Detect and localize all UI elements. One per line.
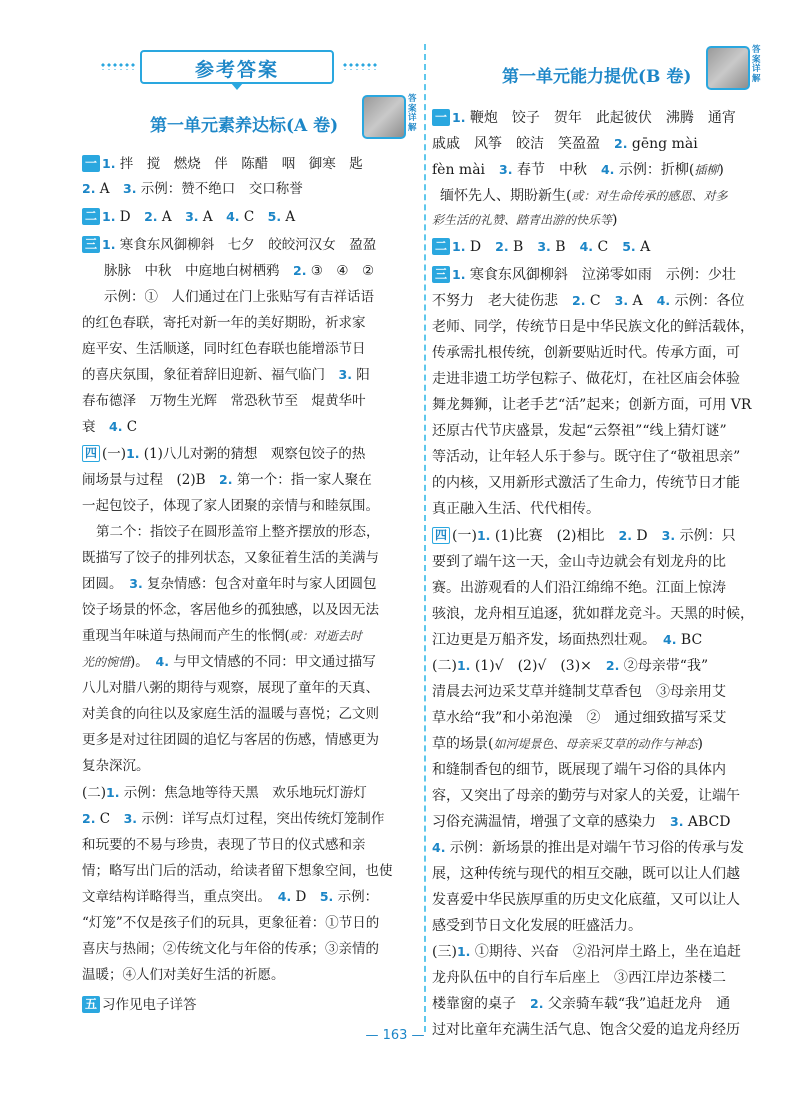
q-num: 3. (670, 814, 684, 829)
q-num: 5. (267, 209, 282, 224)
q-num: 1. (456, 658, 471, 673)
left-s5-line (82, 993, 197, 1017)
q-num: 1. (452, 239, 466, 254)
answer-text: 的喜庆氛围，象征着辞旧迎新、福气临门 (82, 367, 339, 383)
answer-text: (1)√ (2)√ (3)× (470, 658, 606, 674)
right-s3-line: 老师、同学，传统节日是中华民族文化的鲜活载体， (432, 319, 754, 335)
answer-note: 光的惋惜 (82, 655, 131, 669)
right-s4-line (432, 810, 731, 834)
right-s3-line (432, 263, 736, 287)
q-num: 3. (123, 811, 138, 826)
answer-text: ABCD (683, 814, 731, 830)
answer-text: (1)比赛 (2)相比 (490, 528, 619, 544)
q-num: 4. (432, 840, 446, 855)
right-s4-line (432, 836, 744, 860)
answer-text: 示例：只 (675, 528, 736, 544)
right-s2-line (432, 235, 650, 259)
section-badge-3: 三 (82, 236, 100, 253)
answer-text: (一) (102, 446, 127, 462)
q-num: 1. (456, 944, 471, 959)
answer-text: (一) (452, 528, 477, 544)
right-s4-line: 骇浪，龙舟相互追逐，犹如群龙竞斗。天黑的时候， (432, 606, 754, 622)
q-num: 5. (622, 239, 636, 254)
banner-dots-right (342, 62, 378, 70)
q-num: 4. (277, 889, 292, 904)
answer-text: B (508, 239, 538, 255)
right-s4-line (432, 940, 741, 964)
answer-text: 示例：赞不绝口 交口称誉 (136, 181, 303, 197)
q-num: 4. (656, 293, 671, 308)
left-s4-line: 饺子场景的怀念，客居他乡的孤独感，以及因无法 (82, 602, 379, 618)
q-num: 2. (605, 658, 620, 673)
answer-text: D (291, 889, 320, 905)
left-s4-line (82, 650, 376, 674)
answer-text: 示例：新场景的推出是对端午节习俗的传承与发 (445, 840, 744, 856)
answer-text: 草的场景( (432, 736, 494, 752)
answer-text: B (550, 239, 580, 255)
right-s3-line: 走进非遗工坊学包粽子、做花灯，在社区庙会体验 (432, 371, 740, 387)
answer-text: ③ ④ ② (306, 263, 375, 279)
answer-text: 习俗充满温情，增强了文章的感染力 (432, 814, 670, 830)
q-num: 3. (123, 181, 137, 196)
q-num: 1. (476, 528, 491, 543)
banner-title: 参考答案 (194, 59, 279, 81)
q-num: 2. (618, 528, 632, 543)
right-qr-code[interactable] (706, 46, 750, 90)
answer-text: C (122, 419, 138, 435)
right-s1-line (432, 132, 698, 156)
right-s4-line: 要到了端午这一天，金山寺边就会有划龙舟的比 (432, 554, 726, 570)
answer-text: 父亲骑车载“我”追赶龙舟 通 (543, 996, 731, 1012)
answer-text: 楼靠窗的桌子 (432, 996, 530, 1012)
answer-text: 戚戚 风筝 皎洁 笑盈盈 (432, 136, 614, 152)
q-num: 2. (219, 472, 233, 487)
answer-note: 或：对生命传承的感恩、对多 (571, 189, 728, 203)
answer-text: 第一个：指一家人聚在 (232, 472, 372, 488)
section-badge-2: 二 (82, 208, 100, 225)
left-s1-line (82, 152, 363, 176)
q-num: 2. (82, 811, 96, 826)
page-number: — 163 — (365, 1028, 425, 1043)
answer-text: D (465, 239, 496, 255)
answer-text: ) (612, 212, 618, 228)
q-num: 3. (338, 367, 352, 382)
left-s3-line (82, 233, 376, 257)
answer-banner (140, 50, 334, 84)
answer-text: 示例：各位 (670, 293, 745, 309)
section-badge-4: 四 (82, 445, 100, 462)
right-s3-line: 的内核，又用新形式激活了生命力，传统节日才能 (432, 475, 740, 491)
right-s4-line: 感受到节日文化发展的旺盛活力。 (432, 918, 642, 934)
answer-text: ) (697, 736, 703, 752)
left-s4-line: 第二个：指饺子在圆形盖帘上整齐摆放的形态， (96, 524, 380, 540)
answer-text: A (198, 209, 227, 225)
q-num: 1. (106, 785, 120, 800)
q-num: 3. (661, 528, 676, 543)
left-s4-line: 温暖；④人们对美好生活的祈愿。 (82, 967, 285, 983)
answer-text: 江边更是万船齐发，场面热烈壮观。 (432, 632, 663, 648)
answer-text: 寒食东风御柳斜 泣涕零如雨 示例：少壮 (465, 267, 736, 283)
right-section-title: 第一单元能力提优(B 卷) (502, 67, 692, 87)
left-s4-line: 情；略写出门后的活动，给读者留下想象空间，也使 (82, 863, 393, 879)
left-s1-line (82, 177, 303, 201)
answer-note: 插柳 (694, 163, 719, 177)
left-s3-line: 示例：① 人们通过在门上张贴写有吉祥话语 (104, 289, 374, 305)
q-num: 1. (102, 237, 116, 252)
q-num: 3. (185, 209, 199, 224)
answer-text: 习作见电子详答 (102, 997, 197, 1013)
q-num: 1. (126, 446, 140, 461)
answer-text: A (157, 209, 186, 225)
q-num: 4. (226, 209, 240, 224)
left-s3-line: 的红色春联，寄托对新一年的美好期盼，祈求家 (82, 315, 366, 331)
left-s2-line (82, 205, 295, 229)
answer-text: 闹场景与过程 (2)B (82, 472, 220, 488)
q-num: 5. (319, 889, 334, 904)
q-num: 3. (129, 576, 143, 591)
left-s4-line: 一起包饺子，体现了家人团聚的亲情与和睦氛围。 (82, 498, 379, 514)
answer-text: 文章结构详略得当，重点突出。 (82, 889, 278, 905)
left-s4-line: 更多是对过往团圆的追忆与客居的伤感，情感更为 (82, 732, 379, 748)
answer-text: 鞭炮 饺子 贺年 此起彼伏 沸腾 通宵 (465, 110, 736, 126)
left-s3-line: 春布德泽 万物生光辉 常恐秋节至 焜黄华叶 (82, 393, 366, 409)
q-num: 2. (82, 181, 96, 196)
q-num: 1. (102, 156, 116, 171)
left-s4-line: 复杂深沉。 (82, 758, 150, 774)
q-num: 1. (102, 209, 116, 224)
q-num: 4. (579, 239, 594, 254)
left-s4-line (82, 624, 362, 648)
section-badge-4: 四 (432, 527, 450, 544)
banner-dots-left (100, 62, 136, 70)
right-s4-line: 过对比童年充满生活气息、饱含父爱的追龙舟经历 (432, 1022, 740, 1038)
answer-text: 示例：焦急地等待天黑 欢乐地玩灯游灯 (119, 785, 367, 801)
answer-text: 拌 搅 燃烧 伴 陈醋 咽 御寒 匙 (115, 156, 363, 172)
answer-text: 与甲文情感的不同：甲文通过描写 (169, 654, 376, 670)
q-num: 3. (499, 162, 513, 177)
q-num: 2. (572, 293, 586, 308)
answer-text: ②母亲带“我” (619, 658, 709, 674)
answer-text: (1)八儿对粥的猜想 观察包饺子的热 (139, 446, 366, 462)
right-s1-line (432, 208, 617, 232)
q-num: 3. (537, 239, 551, 254)
answer-text: (二) (432, 658, 457, 674)
answer-note: 或：对逝去时 (289, 629, 362, 643)
left-s4-line: 对美食的向往以及家庭生活的温暖与喜悦；乙文则 (82, 706, 379, 722)
right-s4-line (432, 654, 708, 678)
left-s4-line (82, 442, 365, 466)
answer-text: 脉脉 中秋 中庭地白树栖鸦 (104, 263, 293, 279)
answer-text: 阳 (351, 367, 370, 383)
left-s4-line (82, 885, 378, 909)
left-s3-line (82, 363, 370, 387)
q-num: 2. (144, 209, 158, 224)
left-s4-line: 八儿对腊八粥的期待与观察，展现了童年的天真、 (82, 680, 379, 696)
section-badge-1: 一 (82, 155, 100, 172)
left-qr-code[interactable] (362, 95, 406, 139)
left-s4-line: 喜庆与热闹；②传统文化与年俗的传承；③亲情的 (82, 941, 379, 957)
section-badge-2: 二 (432, 238, 450, 255)
answer-text: gēng mài (627, 136, 698, 152)
right-s3-line: 等活动，让年轻人乐于参与。既守住了“敬祖思亲” (432, 449, 741, 465)
answer-text: fèn mài (432, 162, 500, 178)
answer-text: 示例：详写点灯过程，突出传统灯笼制作 (137, 811, 385, 827)
left-s4-line (82, 781, 367, 805)
right-s4-line: 草水给“我”和小弟泡澡 ② 通过细致描写采艾 (432, 710, 727, 726)
section-badge-3: 三 (432, 266, 450, 283)
q-num: 2. (495, 239, 509, 254)
right-s1-line (432, 106, 736, 130)
banner-pointer (231, 83, 243, 90)
right-s1-line (440, 184, 727, 208)
answer-text: (三) (432, 944, 457, 960)
left-s4-line: “灯笼”不仅是孩子们的玩具，更象征着：①节日的 (82, 915, 380, 931)
answer-text: 团圆。 (82, 576, 130, 592)
column-divider (424, 44, 426, 1032)
answer-text: ) (718, 162, 724, 178)
answer-text: )。 (130, 654, 156, 670)
right-s4-line: 赛。出游观看的人们沿江绵绵不绝。江面上惊涛 (432, 580, 726, 596)
answer-text: D (631, 528, 662, 544)
q-num: 4. (109, 419, 123, 434)
answer-text: ①期待、兴奋 ②沿河岸土路上，坐在追赶 (470, 944, 741, 960)
right-s4-line: 和缝制香包的细节，既展现了端午习俗的具体内 (432, 762, 726, 778)
answer-text: A (95, 181, 123, 197)
answer-text: 重现当年味道与热闹而产生的怅惘( (82, 628, 290, 644)
right-s1-line (432, 158, 724, 182)
answer-text: 示例： (333, 889, 379, 905)
answer-text: C (95, 811, 124, 827)
answer-text: A (635, 239, 651, 255)
left-s4-line: 既描写了饺子的排列状态，又象征着生活的美满与 (82, 550, 379, 566)
left-s3-line: 庭平安、生活顺遂，同时红色春联也能增添节日 (82, 341, 366, 357)
right-s4-line: 发喜爱中华民族厚重的历史文化底蕴，又可以让人 (432, 892, 740, 908)
q-num: 1. (452, 110, 466, 125)
section-badge-5: 五 (82, 996, 100, 1013)
answer-text: C (585, 293, 615, 309)
answer-text: 春节 中秋 (512, 162, 601, 178)
left-s3-line (82, 415, 137, 439)
answer-text: A (628, 293, 657, 309)
answer-text: BC (676, 632, 703, 648)
answer-note: 如河堤景色、母亲采艾草的动作与神态 (493, 737, 698, 751)
q-num: 4. (155, 654, 169, 669)
answer-text: (二) (82, 785, 107, 801)
q-num: 1. (452, 267, 466, 282)
q-num: 3. (614, 293, 629, 308)
right-s4-line: 容，又突出了母亲的勤劳与对家人的关爱，让端午 (432, 788, 740, 804)
left-section-title: 第一单元素养达标(A 卷) (150, 116, 339, 136)
q-num: 4. (663, 632, 677, 647)
answer-text: D (115, 209, 145, 225)
answer-text: 示例：折柳( (614, 162, 695, 178)
right-s3-line: 真正融入生活、代代相传。 (432, 501, 600, 517)
answer-text: C (239, 209, 268, 225)
left-s4-line (82, 572, 377, 596)
answer-text: 缅怀先人、期盼新生( (440, 188, 572, 204)
right-s3-line: 还原古代节庆盛景，发起“云祭祖”“线上猜灯谜” (432, 423, 727, 439)
q-num: 2. (614, 136, 628, 151)
right-s4-line (432, 992, 730, 1016)
answer-text: 不努力 老大徒伤悲 (432, 293, 572, 309)
right-s3-line: 舞龙舞狮，让老手艺“活”起来；创新方面，可用 VR (432, 397, 752, 413)
right-s4-line (432, 628, 702, 652)
right-s4-line (432, 732, 703, 756)
answer-text: C (593, 239, 623, 255)
answer-text: 寒食东风御柳斜 七夕 皎皎河汉女 盈盈 (115, 237, 377, 253)
answer-text: 衰 (82, 419, 109, 435)
right-s4-line (432, 524, 736, 548)
left-s4-line (82, 807, 384, 831)
left-s4-line: 和玩要的不易与珍贵，表现了节日的仪式感和亲 (82, 837, 366, 853)
answer-text: A (281, 209, 296, 225)
right-s4-line: 清晨去河边采艾草并缝制艾草香包 ③母亲用艾 (432, 684, 726, 700)
q-num: 2. (293, 263, 307, 278)
section-badge-1: 一 (432, 109, 450, 126)
left-s4-line (82, 468, 372, 492)
right-s3-line: 传承需扎根传统，创新要贴近时代。传承方面，可 (432, 345, 740, 361)
left-s3-line (104, 259, 374, 283)
right-qr-label: 答案详解 (752, 45, 761, 84)
left-qr-label: 答案详解 (408, 94, 417, 133)
right-s4-line: 龙舟队伍中的自行车后座上 ③西江岸边茶楼二 (432, 970, 726, 986)
q-num: 2. (530, 996, 544, 1011)
q-num: 4. (600, 162, 615, 177)
answer-note: 彩生活的礼赞、踏青出游的快乐等 (432, 213, 613, 227)
right-s3-line (432, 289, 745, 313)
answer-text: 复杂情感：包含对童年时与家人团圆包 (142, 576, 377, 592)
right-s4-line: 展，这种传统与现代的相互交融，既可以让人们越 (432, 866, 740, 882)
